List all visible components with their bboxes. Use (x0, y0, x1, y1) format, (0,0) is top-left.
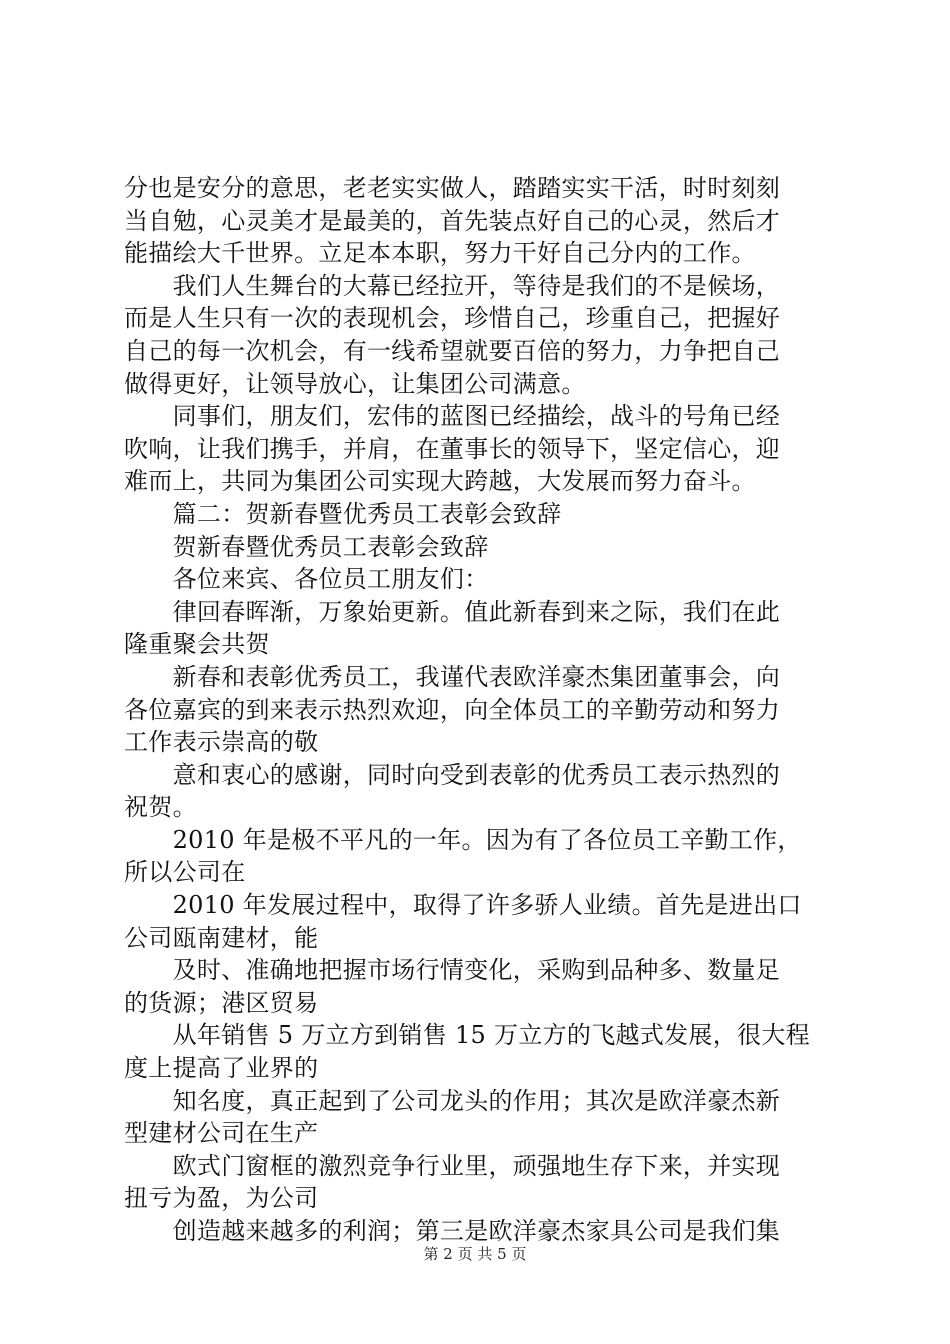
text-line: 能描绘大千世界。立足本本职，努力干好自己分内的工作。 (124, 239, 756, 268)
text-line: 难而上，共同为集团公司实现大跨越，大发展而努力奋斗。 (124, 467, 756, 496)
text-line: 篇二：贺新春暨优秀员工表彰会致辞 (124, 499, 562, 528)
text-line: 各位嘉宾的到来表示热烈欢迎，向全体员工的辛勤劳动和努力 (124, 695, 781, 724)
text-line: 工作表示崇高的敬 (124, 728, 319, 757)
text-line: 度上提高了业界的 (124, 1054, 319, 1083)
text-line: 贺新春暨优秀员工表彰会致辞 (124, 532, 489, 561)
text-line: 而是人生只有一次的表现机会，珍惜自己，珍重自己，把握好 (124, 304, 781, 333)
text-line: 做得更好，让领导放心，让集团公司满意。 (124, 369, 586, 398)
text-line: 祝贺。 (124, 793, 197, 822)
text-line: 自己的每一次机会，有一线希望就要百倍的努力，力争把自己 (124, 336, 781, 365)
text-line: 创造越来越多的利润；第三是欧洋豪杰家具公司是我们集 (124, 1217, 781, 1245)
text-line: 知名度，真正起到了公司龙头的作用；其次是欧洋豪杰新 (124, 1086, 781, 1115)
text-line: 从年销售 5 万立方到销售 15 万立方的飞越式发展，很大程 (124, 1021, 810, 1050)
document-body (124, 172, 844, 1248)
text-line: 吹响，让我们携手，并肩，在董事长的领导下，坚定信心，迎 (124, 434, 781, 463)
text-line: 当自勉，心灵美才是最美的，首先装点好自己的心灵，然后才 (124, 206, 781, 235)
text-line: 欧式门窗框的激烈竞争行业里，顽强地生存下来，并实现 (124, 1151, 781, 1180)
text-line: 公司瓯南建材，能 (124, 923, 319, 952)
text-line: 律回春晖渐，万象始更新。值此新春到来之际，我们在此 (124, 597, 781, 626)
text-line: 的货源；港区贸易 (124, 988, 319, 1017)
text-line: 及时、准确地把握市场行情变化，采购到品种多、数量足 (124, 956, 781, 985)
text-line: 我们人生舞台的大幕已经拉开，等待是我们的不是候场， (124, 271, 781, 300)
text-line: 同事们，朋友们，宏伟的蓝图已经描绘，战斗的号角已经 (124, 402, 781, 431)
text-line: 新春和表彰优秀员工，我谨代表欧洋豪杰集团董事会，向 (124, 662, 781, 691)
text-line: 2010 年是极不平凡的一年。因为有了各位员工辛勤工作， (124, 825, 802, 854)
text-line: 2010 年发展过程中，取得了许多骄人业绩。首先是进出口 (124, 891, 802, 920)
page-footer: 第 2 页 共 5 页 (423, 1245, 527, 1263)
text-line: 型建材公司在生产 (124, 1119, 319, 1148)
text-line: 隆重聚会共贺 (124, 630, 270, 659)
text-line: 各位来宾、各位员工朋友们： (124, 565, 489, 594)
text-line: 意和衷心的感谢，同时向受到表彰的优秀员工表示热烈的 (124, 760, 781, 789)
text-line: 所以公司在 (124, 858, 246, 887)
text-line: 扭亏为盈，为公司 (124, 1184, 319, 1213)
text-line: 分也是安分的意思，老老实实做人，踏踏实实干活，时时刻刻 (124, 174, 781, 202)
